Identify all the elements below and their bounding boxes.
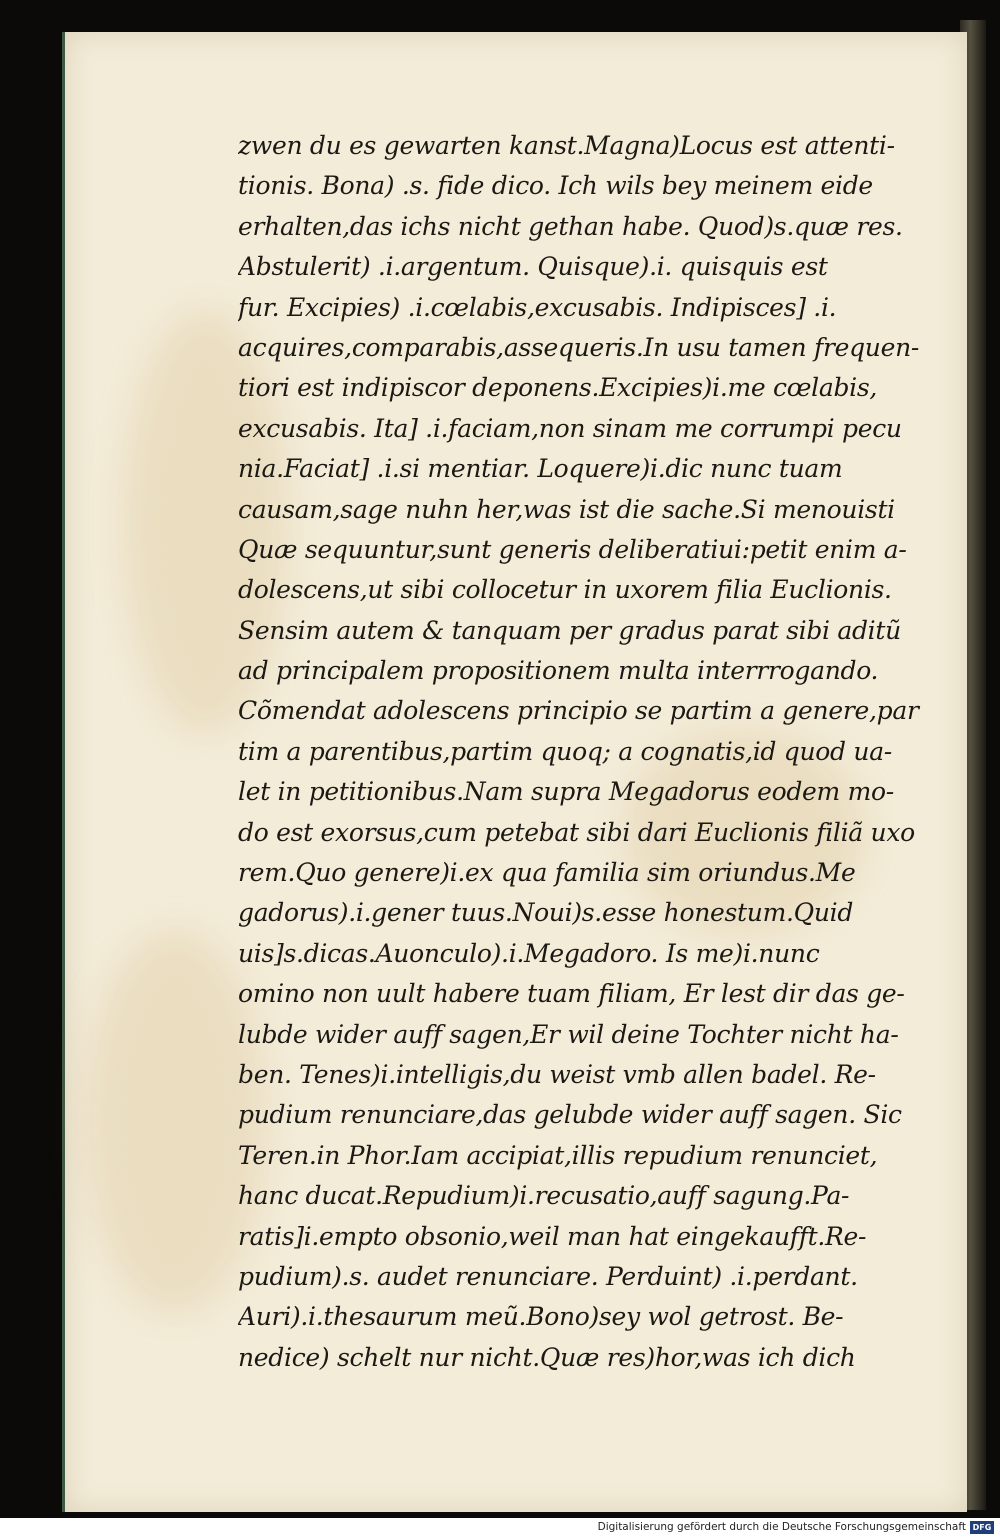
text-line: let in petitionibus.Nam supra Megadorus eodem mo- [238,777,894,807]
text-line: nia.Faciat] .i.si mentiar. Loquere)i.dic nunc tuam [238,454,843,484]
text-line: pudium).s. audet renunciare. Perduint) .i.perdant. [238,1261,858,1291]
text-line: zwen du es gewarten kanst.Magna)Locus est attenti- [238,131,895,160]
text-line: causam,sage nuhn her,was ist die sache.Si menouisti [238,494,895,524]
text-line: Cõmendat adolescens principio se partim a genere,par [238,696,919,726]
text-line: ben. Tenes)i.intelligis,du weist vmb allen badel. Re- [238,1059,876,1089]
text-line: Auri).i.thesaurum meũ.Bono)sey wol getrost. Be- [238,1302,844,1332]
text-line: lubde wider auff sagen,Er wil deine Tochter nicht ha- [238,1019,899,1049]
text-line: dolescens,ut sibi collocetur in uxorem filia Euclionis. [238,575,892,605]
printed-text-block [238,126,958,1378]
text-line: fur. Excipies) .i.cœlabis,excusabis. Indipisces] .i. [238,292,837,322]
text-line: tiori est indipiscor deponens.Excipies)i.me cœlabis, [238,373,878,403]
text-line: Sensim autem & tanquam per gradus parat sibi aditũ [238,615,901,645]
text-line: omino non uult habere tuam filiam, Er lest dir das ge- [238,979,905,1009]
text-line: do est exorsus,cum petebat sibi dari Euclionis filiã uxo [238,817,915,847]
text-line: acquires,comparabis,assequeris.In usu tamen frequen- [238,332,920,362]
text-line: pudium renunciare,das gelubde wider auff sagen. Sic [238,1100,902,1130]
text-line: erhalten,das ichs nicht gethan habe. Quod)s.quæ res. [238,211,903,241]
digitization-credit: Digitalisierung gefördert durch die Deutsche Forschungsgemeinschaft [597,1521,966,1533]
text-line: excusabis. Ita] .i.faciam,non sinam me corrumpi pecu [238,413,902,443]
text-line: nedice) schelt nur nicht.Quæ res)hor,was ich dich [238,1342,856,1372]
text-line: rem.Quo genere)i.ex qua familia sim oriundus.Me [238,858,856,888]
dfg-logo: DFG [970,1521,994,1534]
text-line: tionis. Bona) .s. fide dico. Ich wils bey meinem eide [238,171,873,201]
text-line: ratis]i.empto obsonio,weil man hat eingekaufft.Re- [238,1221,867,1251]
text-line: gadorus).i.gener tuus.Noui)s.esse honestum.Quid [238,898,854,928]
text-line: ad principalem propositionem multa interrrogando. [238,656,879,686]
text-line: Abstulerit) .i.argentum. Quisque).i. quisquis est [238,252,828,282]
text-line: tim a parentibus,partim quoq; a cognatis,id quod ua- [238,736,892,766]
text-line: Quæ sequuntur,sunt generis deliberatiui:petit enim a- [238,534,907,564]
text-line: Teren.in Phor.Iam accipiat,illis repudium renunciet, [238,1140,878,1170]
text-line: hanc ducat.Repudium)i.recusatio,auff sagung.Pa- [238,1181,850,1211]
text-line: uis]s.dicas.Auonculo).i.Megadoro. Is me)i.nunc [238,938,820,968]
